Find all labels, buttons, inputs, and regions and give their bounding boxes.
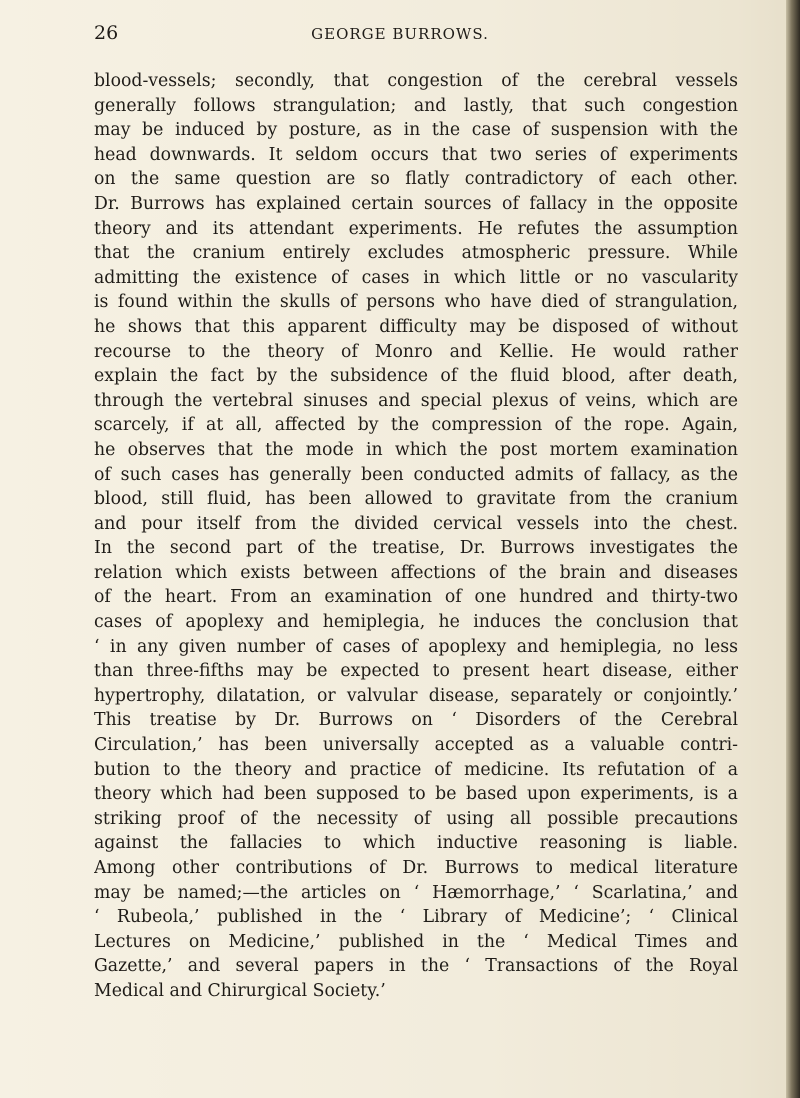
- text-line: through the vertebral sinuses and special plexus of veins, which are: [94, 390, 738, 411]
- text-line: generally follows strangulation; and lastly, that such congestion: [94, 95, 738, 116]
- text-line: This treatise by Dr. Burrows on ‘ Disorders of the Cerebral: [94, 710, 738, 731]
- text-line: Circulation,’ has been universally accepted as a valuable contri-: [94, 735, 738, 756]
- running-head: GEORGE BURROWS.: [311, 25, 489, 43]
- text-line: than three-fifths may be expected to present heart disease, either: [94, 661, 738, 682]
- text-line: he observes that the mode in which the post mortem examination: [94, 439, 738, 460]
- text-line: Gazette,’ and several papers in the ‘ Transactions of the Royal: [94, 956, 738, 977]
- text-line: explain the fact by the subsidence of the fluid blood, after death,: [94, 366, 738, 387]
- text-line: striking proof of the necessity of using all possible precautions: [94, 808, 738, 829]
- text-line: ‘ Rubeola,’ published in the ‘ Library of Medicine’; ‘ Clinical: [94, 907, 738, 928]
- text-line: head downwards. It seldom occurs that two series of experiments: [94, 144, 738, 165]
- text-line: blood, still fluid, has been allowed to gravitate from the cranium: [94, 489, 738, 510]
- text-line: and pour itself from the divided cervical vessels into the chest.: [94, 513, 738, 534]
- text-line: scarcely, if at all, affected by the compression of the rope. Again,: [94, 415, 738, 436]
- text-line: may be named;—the articles on ‘ Hæmorrhage,’ ‘ Scarlatina,’ and: [94, 882, 738, 903]
- text-line: Dr. Burrows has explained certain sources of fallacy in the opposite: [94, 193, 738, 214]
- page-number: 26: [94, 22, 119, 44]
- text-line: bution to the theory and practice of medicine. Its refutation of a: [94, 759, 738, 780]
- text-line: may be induced by posture, as in the case of suspension with the: [94, 120, 738, 141]
- text-line: is found within the skulls of persons who have died of strangulation,: [94, 292, 738, 313]
- text-line: that the cranium entirely excludes atmospheric pressure. While: [94, 243, 738, 264]
- text-line: relation which exists between affections of the brain and diseases: [94, 562, 738, 583]
- text-line: Lectures on Medicine,’ published in the ‘ Medical Times and: [94, 931, 738, 952]
- text-line: he shows that this apparent difficulty may be disposed of without: [94, 316, 738, 337]
- text-line: on the same question are so flatly contradictory of each other.: [94, 169, 738, 190]
- text-line: of the heart. From an examination of one hundred and thirty-two: [94, 587, 738, 608]
- text-line: Medical and Chirurgical Society.’: [94, 980, 386, 1001]
- text-line: theory and its attendant experiments. He refutes the assumption: [94, 218, 738, 239]
- text-line: ‘ in any given number of cases of apoplexy and hemiplegia, no less: [94, 636, 738, 657]
- text-line: Among other contributions of Dr. Burrows to medical literature: [94, 858, 738, 878]
- text-line: admitting the existence of cases in which little or no vascularity: [94, 267, 738, 288]
- text-line: of such cases has generally been conducted admits of fallacy, as the: [94, 464, 738, 485]
- text-line: hypertrophy, dilatation, or valvular disease, separately or conjointly.’: [94, 685, 738, 706]
- text-line: recourse to the theory of Monro and Kellie. He would rather: [94, 341, 738, 362]
- text-line: blood-vessels; secondly, that congestion of the cerebral vessels: [94, 71, 738, 91]
- text-line: against the fallacies to which inductive reasoning is liable.: [94, 833, 738, 854]
- text-line: theory which had been supposed to be based upon experiments, is a: [94, 784, 738, 805]
- text-line: cases of apoplexy and hemiplegia, he induces the conclusion that: [94, 612, 738, 633]
- text-line: In the second part of the treatise, Dr. Burrows investigates the: [94, 538, 738, 559]
- body-text: [94, 69, 738, 1004]
- page-edge-shadow: [786, 0, 800, 1098]
